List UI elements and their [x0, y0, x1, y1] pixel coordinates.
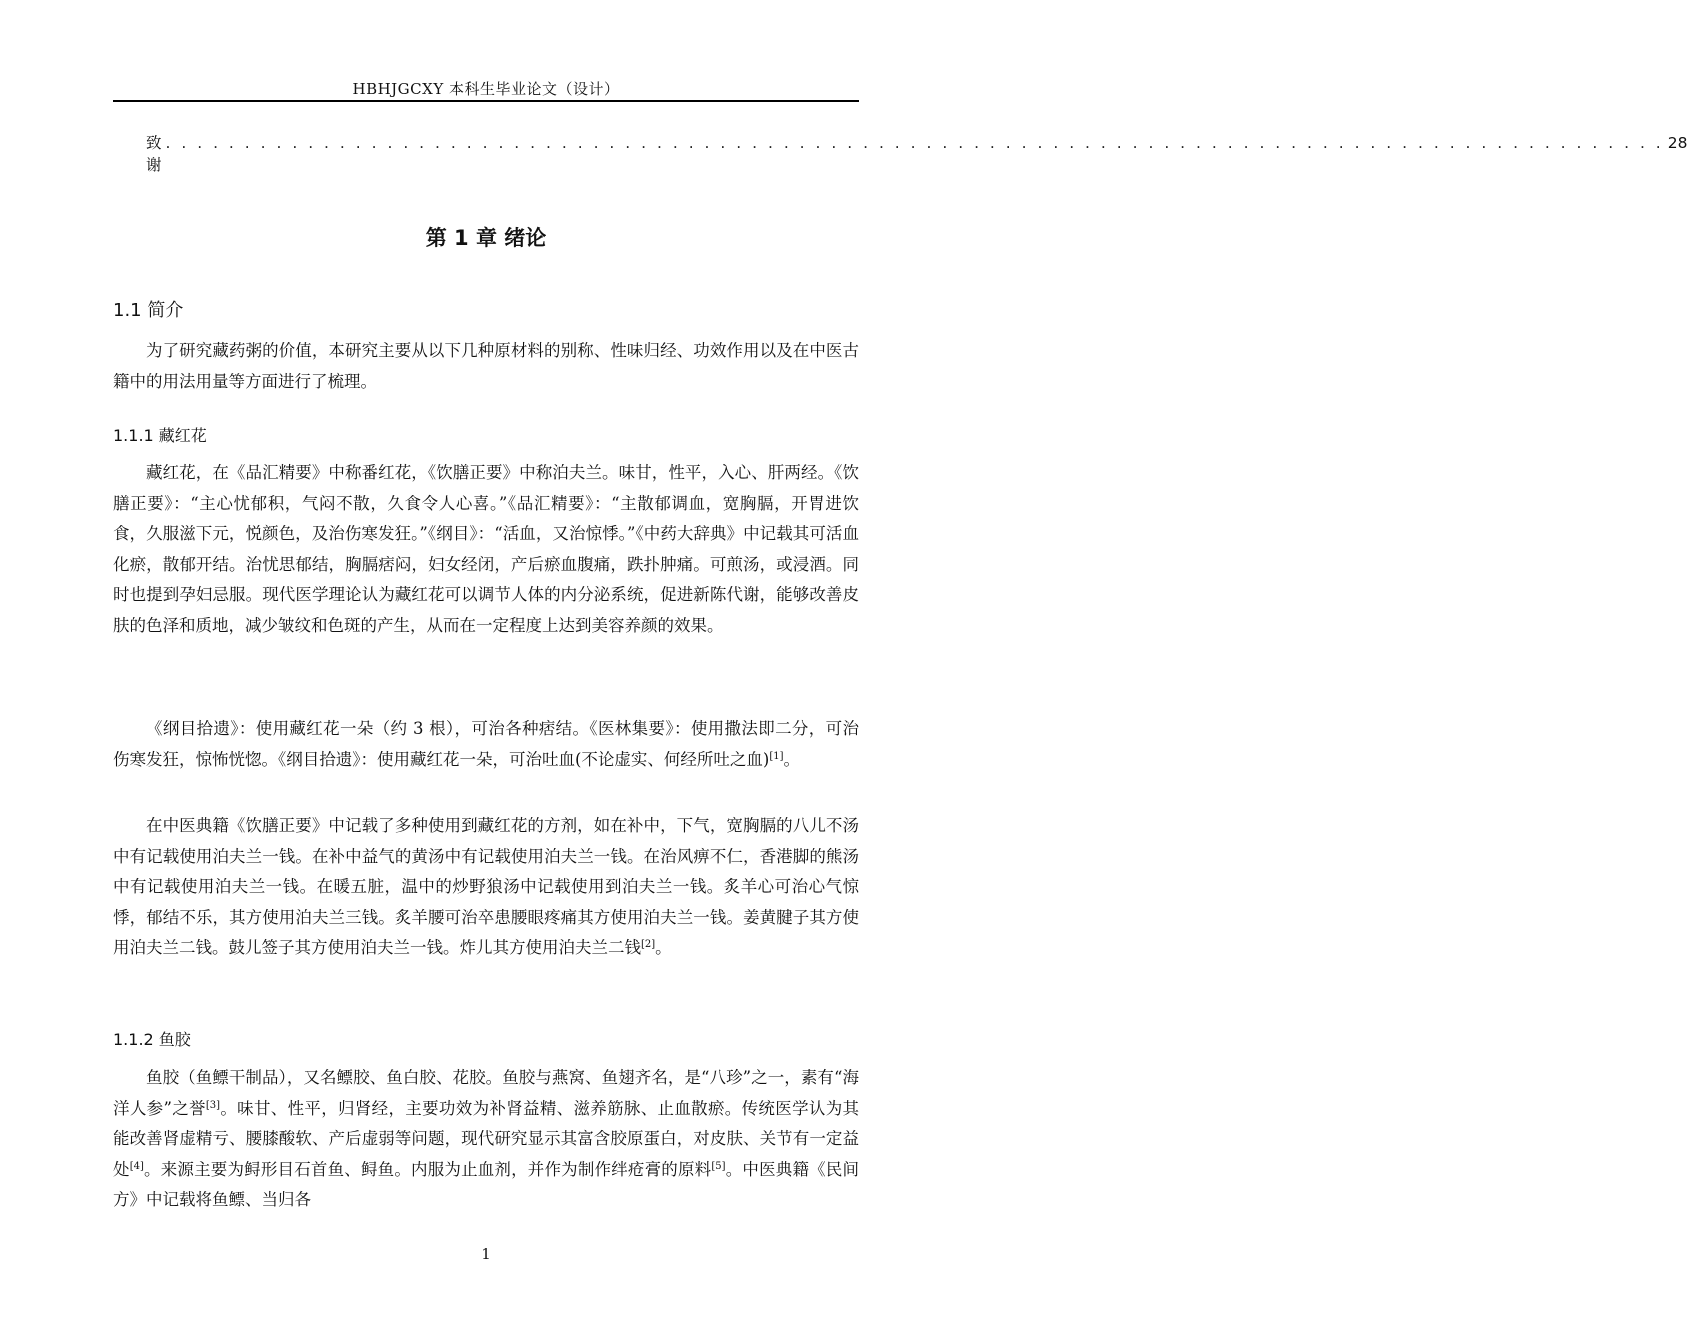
citation-ref[interactable]: [2] [641, 939, 656, 950]
toc-leader-dots: . . . . . . . . . . . . . . . . . . . . . . . . . . . . . . . . . . . . . . . . . . . . . . . . . . . . . . . . . . . . . . . . . . . . . . . . . . . . . . . . . . . . . . . . . . . . . . . [165, 134, 1664, 152]
saffron-paragraph-2: 《纲目拾遗》：使用藏红花一朵（约 3 根），可治各种痞结。《医林集要》：使用撒法即二分，可治伤寒发狂，惊怖恍惚。《纲目拾遗》：使用藏红花一朵，可治吐血(不论虚实、何经所吐之血)[1]。 [113, 719, 859, 769]
saffron-paragraph-3: 在中医典籍《饮膳正要》中记载了多种使用到藏红花的方剂，如在补中，下气，宽胸膈的八儿不汤中有记载使用泊夫兰一钱。在补中益气的黄汤中有记载使用泊夫兰一钱。在治风痹不仁，香港脚的熊汤中有记载使用泊夫兰一钱。在暖五脏，温中的炒野狼汤中记载使用到泊夫兰一钱。炙羊心可治心气惊悸，郁结不乐，其方使用泊夫兰三钱。炙羊腰可治卒患腰眼疼痛其方使用泊夫兰一钱。姜黄腱子其方使用泊夫兰二钱。鼓儿签子其方使用泊夫兰一钱。炸儿其方使用泊夫兰二钱[2]。 [113, 816, 859, 957]
toc-entry-acknowledgements[interactable] [146, 131, 1687, 175]
chapter-title: 第 1 章 绪论 [425, 226, 547, 250]
citation-ref[interactable]: [3] [205, 1099, 221, 1111]
section-heading-1-1-2: 1.1.2 鱼胶 [113, 1030, 191, 1049]
fish-maw-paragraph: 鱼胶（鱼鳔干制品），又名鳔胶、鱼白胶、花胶。鱼胶与燕窝、鱼翅齐名，是“八珍”之一，素有“海洋人参”之誉[3]。味甘、性平，归肾经，主要功效为补肾益精、滋养筋脉、止血散瘀。传统医学认为其能改善肾虚精亏、腰膝酸软、产后虚弱等问题，现代研究显示其富含胶原蛋白，对皮肤、关节有一定益处[4]。来源主要为鲟形目石首鱼、鲟鱼。内服为止血剂，并作为制作绊疮膏的原料[5]。中医典籍《民间方》中记载将鱼鳔、当归各 [113, 1068, 860, 1209]
section-heading-1-1: 1.1 简介 [113, 300, 184, 321]
citation-ref[interactable]: [1] [769, 750, 784, 762]
citation-ref[interactable]: [5] [711, 1160, 726, 1172]
saffron-paragraph-1: 藏红花，在《品汇精要》中称番红花，《饮膳正要》中称泊夫兰。味甘，性平，入心、肝两经。《饮膳正要》：“主心忧郁积，气闷不散，久食令人心喜。”《品汇精要》：“主散郁调血，宽胸膈，开胃进饮食，久服滋下元，悦颜色，及治伤寒发狂。”《纲目》：“活血，又治惊悸。”《中药大辞典》中记载其可活血化瘀，散郁开结。治忧思郁结，胸膈痞闷，妇女经闭，产后瘀血腹痛，跌扑肿痛。可煎汤，或浸酒。同时也提到孕妇忌服。现代医学理论认为藏红花可以调节人体的内分泌系统，促进新陈代谢，能够改善皮肤的色泽和质地，减少皱纹和色斑的产生，从而在一定程度上达到美容养颜的效果。 [113, 463, 859, 635]
section-heading-1-1-1: 1.1.1 藏红花 [113, 426, 207, 445]
header-rule [113, 100, 859, 102]
intro-paragraph: 为了研究藏药粥的价值，本研究主要从以下几种原材料的别称、性味归经、功效作用以及在中医古籍中的用法用量等方面进行了梳理。 [113, 341, 859, 391]
toc-label: 致谢 [146, 134, 162, 174]
page-number: 1 [481, 1245, 491, 1263]
toc-page-number: 28 [1667, 134, 1687, 152]
citation-ref[interactable]: [4] [129, 1160, 144, 1172]
page-header: HBHJGCXY 本科生毕业论文（设计） [352, 80, 620, 98]
